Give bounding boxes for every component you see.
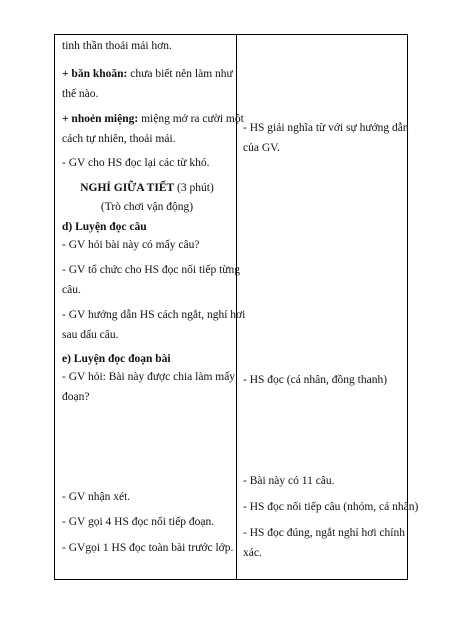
vocab-nhoen-mieng [62, 113, 244, 125]
vocab-ban-khoan [62, 68, 233, 80]
student-line-cont: của GV. [243, 142, 280, 154]
left-line: tinh thần thoải mái hơn. [62, 40, 172, 52]
student-line: - HS đọc đúng, ngắt nghỉ hơi chính [243, 527, 405, 539]
activity-line-cont: đoạn? [62, 391, 90, 403]
activity-line-cont: sau dấu câu. [62, 329, 119, 341]
vocab-definition: chưa biết nên làm như [127, 68, 233, 80]
break-time: (3 phút) [174, 182, 214, 194]
activity-line: - GVgọi 1 HS đọc toàn bài trước lớp. [62, 542, 234, 554]
activity-line: - GV cho HS đọc lại các từ khó. [62, 157, 210, 169]
student-line: - Bài này có 11 câu. [243, 475, 335, 487]
break-subtitle: (Trò chơi vận động) [100, 201, 194, 213]
vocab-term: + băn khoăn: [62, 68, 128, 80]
activity-line-cont: câu. [62, 284, 81, 296]
activity-line: - GV nhận xét. [62, 491, 131, 503]
section-heading-d: d) Luyện đọc câu [62, 221, 147, 233]
activity-line: - GV hướng dẫn HS cách ngắt, nghỉ hơi [62, 309, 246, 321]
break-title-text: NGHỈ GIỮA TIẾT [80, 182, 175, 194]
student-line: - HS đọc (cá nhân, đồng thanh) [243, 374, 388, 386]
vocab-definition-cont: cách tự nhiên, thoải mái. [62, 133, 176, 145]
activity-line: - GV hỏi: Bài này được chia làm mấy [62, 371, 236, 383]
activity-line: - GV tổ chức cho HS đọc nối tiếp từng [62, 264, 241, 276]
vocab-definition: miệng mở ra cười một [138, 113, 244, 125]
activity-line: - GV gọi 4 HS đọc nối tiếp đoạn. [62, 516, 215, 528]
activity-line: - GV hỏi bài này có mấy câu? [62, 239, 200, 251]
student-line: - HS giải nghĩa từ với sự hướng dẫn [243, 122, 409, 134]
break-title [62, 182, 232, 194]
student-line-cont: xác. [243, 547, 262, 559]
section-heading-e: e) Luyện đọc đoạn bài [62, 353, 171, 365]
vocab-definition-cont: thế nào. [62, 88, 99, 100]
vocab-term: + nhoẻn miệng: [62, 113, 139, 125]
student-line: - HS đọc nối tiếp câu (nhóm, cá nhân) [243, 501, 419, 513]
